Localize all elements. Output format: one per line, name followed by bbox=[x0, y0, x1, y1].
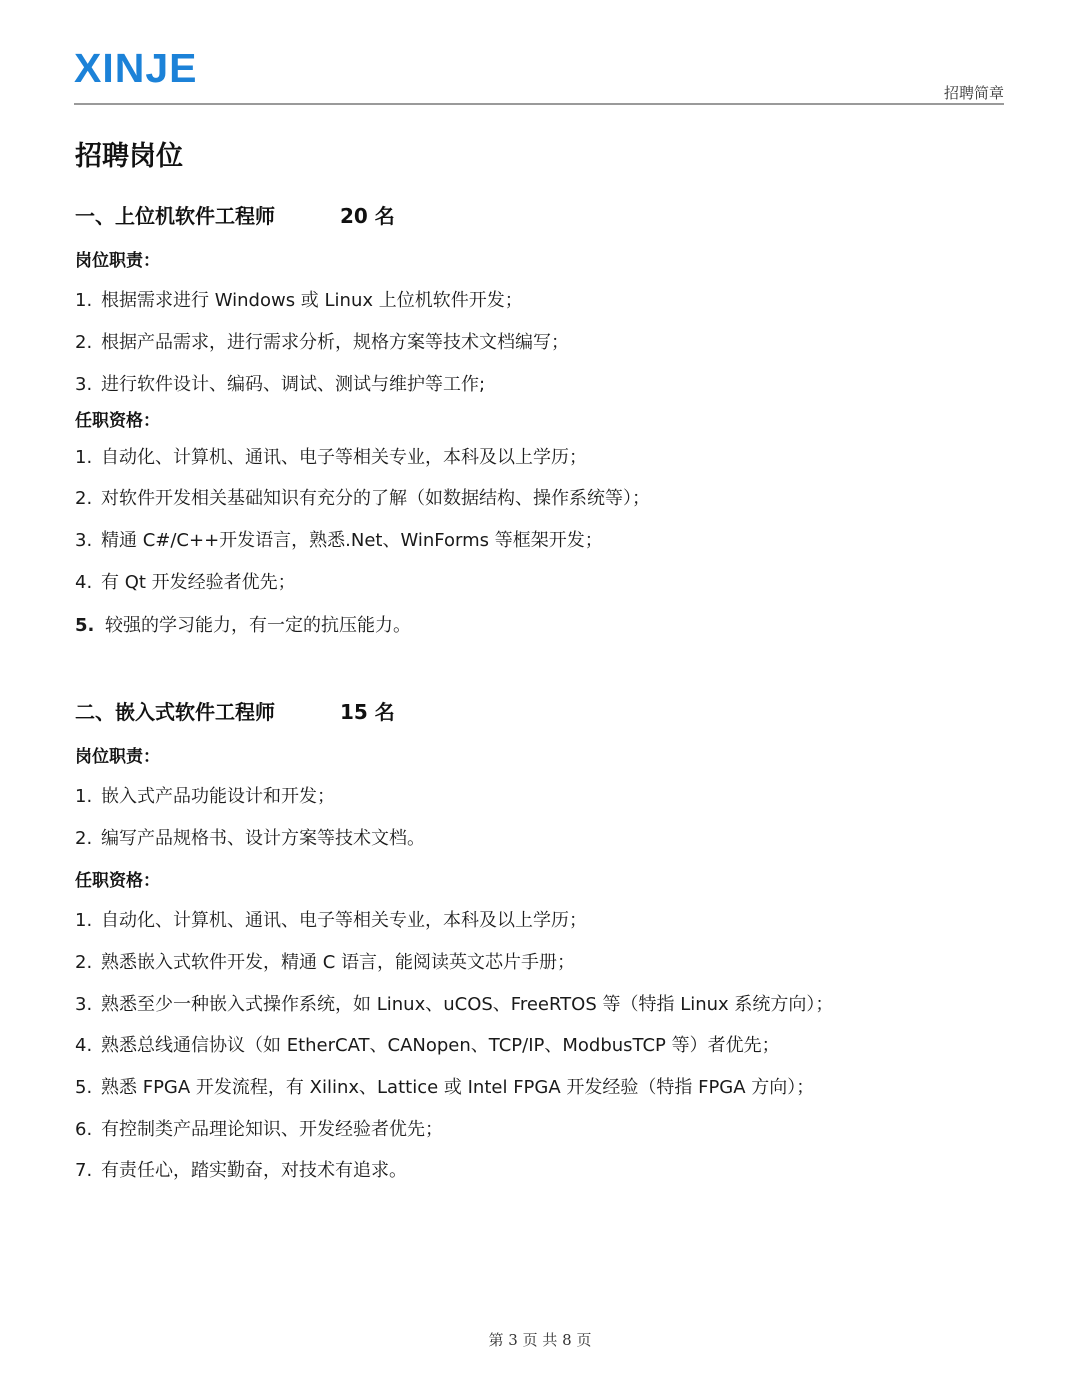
item-text: 熟悉嵌入式软件开发，精通 C 语言，能阅读英文芯片手册； bbox=[101, 952, 576, 973]
header-divider bbox=[74, 103, 1004, 105]
list-item bbox=[75, 526, 603, 552]
item-text: 自动化、计算机、通讯、电子等相关专业，本科及以上学历； bbox=[101, 447, 587, 468]
item-text: 有控制类产品理论知识、开发经验者优先； bbox=[101, 1119, 443, 1140]
item-number: 3. bbox=[75, 994, 93, 1015]
position-count: 20 名 bbox=[340, 204, 395, 228]
item-number: 1. bbox=[75, 910, 93, 931]
item-number: 3. bbox=[75, 374, 93, 395]
item-text: 有 Qt 开发经验者优先； bbox=[101, 572, 296, 593]
list-item bbox=[75, 443, 587, 469]
item-text: 嵌入式产品功能设计和开发； bbox=[101, 786, 335, 807]
item-number: 2. bbox=[75, 828, 93, 849]
item-number: 7. bbox=[75, 1160, 93, 1181]
list-item bbox=[75, 1031, 780, 1057]
item-number: 2. bbox=[75, 952, 93, 973]
list-item bbox=[75, 568, 296, 594]
position-count: 15 名 bbox=[340, 700, 395, 724]
item-text: 熟悉总线通信协议（如 EtherCAT、CANopen、TCP/IP、ModbusTCP 等）者优先； bbox=[101, 1035, 780, 1056]
list-item bbox=[75, 990, 833, 1016]
page-number-footer: 第 3 页 共 8 页 bbox=[488, 1331, 592, 1349]
list-item bbox=[75, 1156, 407, 1182]
requirements-heading: 任职资格： bbox=[75, 411, 160, 431]
xinje-logo: XINJE bbox=[74, 45, 198, 91]
list-item bbox=[75, 328, 569, 354]
item-text: 自动化、计算机、通讯、电子等相关专业，本科及以上学历； bbox=[101, 910, 587, 931]
list-item bbox=[75, 286, 523, 312]
item-number: 2. bbox=[75, 488, 93, 509]
list-item bbox=[75, 824, 425, 850]
item-number: 1. bbox=[75, 447, 93, 468]
list-item bbox=[75, 370, 485, 396]
item-text: 精通 C#/C++开发语言，熟悉.Net、WinForms 等框架开发； bbox=[101, 530, 603, 551]
list-item bbox=[75, 1115, 443, 1141]
requirements-heading: 任职资格： bbox=[75, 871, 160, 891]
position-name: 二、嵌入式软件工程师 bbox=[75, 700, 275, 724]
item-number: 2. bbox=[75, 332, 93, 353]
list-item bbox=[75, 782, 335, 808]
item-text: 熟悉 FPGA 开发流程，有 Xilinx、Lattice 或 Intel FPGA 开发经验（特指 FPGA 方向）； bbox=[101, 1077, 815, 1098]
list-item bbox=[75, 611, 411, 637]
item-text: 根据产品需求，进行需求分析，规格方案等技术文档编写； bbox=[101, 332, 569, 353]
item-number: 4. bbox=[75, 1035, 93, 1056]
list-item bbox=[75, 484, 650, 510]
position-title bbox=[75, 696, 395, 725]
item-number: 5. bbox=[75, 615, 95, 636]
duties-heading: 岗位职责： bbox=[75, 747, 160, 767]
item-text: 根据需求进行 Windows 或 Linux 上位机软件开发； bbox=[101, 290, 523, 311]
item-text: 对软件开发相关基础知识有充分的了解（如数据结构、操作系统等）； bbox=[101, 488, 650, 509]
item-number: 3. bbox=[75, 530, 93, 551]
header-label: 招聘简章 bbox=[943, 84, 1004, 102]
position-name: 一、上位机软件工程师 bbox=[75, 204, 275, 228]
item-text: 熟悉至少一种嵌入式操作系统，如 Linux、uCOS、FreeRTOS 等（特指 Linux 系统方向）； bbox=[101, 994, 834, 1015]
duties-heading: 岗位职责： bbox=[75, 251, 160, 271]
item-number: 4. bbox=[75, 572, 93, 593]
list-item bbox=[75, 906, 587, 932]
item-text: 较强的学习能力，有一定的抗压能力。 bbox=[105, 615, 411, 636]
item-number: 6. bbox=[75, 1119, 93, 1140]
item-number: 1. bbox=[75, 290, 93, 311]
list-item bbox=[75, 1073, 814, 1099]
item-text: 进行软件设计、编码、调试、测试与维护等工作; bbox=[101, 374, 486, 395]
item-text: 编写产品规格书、设计方案等技术文档。 bbox=[101, 828, 425, 849]
item-text: 有责任心，踏实勤奋，对技术有追求。 bbox=[101, 1160, 407, 1181]
list-item bbox=[75, 948, 575, 974]
item-number: 5. bbox=[75, 1077, 93, 1098]
section-title: 招聘岗位 bbox=[75, 141, 183, 172]
position-title bbox=[75, 200, 395, 229]
item-number: 1. bbox=[75, 786, 93, 807]
